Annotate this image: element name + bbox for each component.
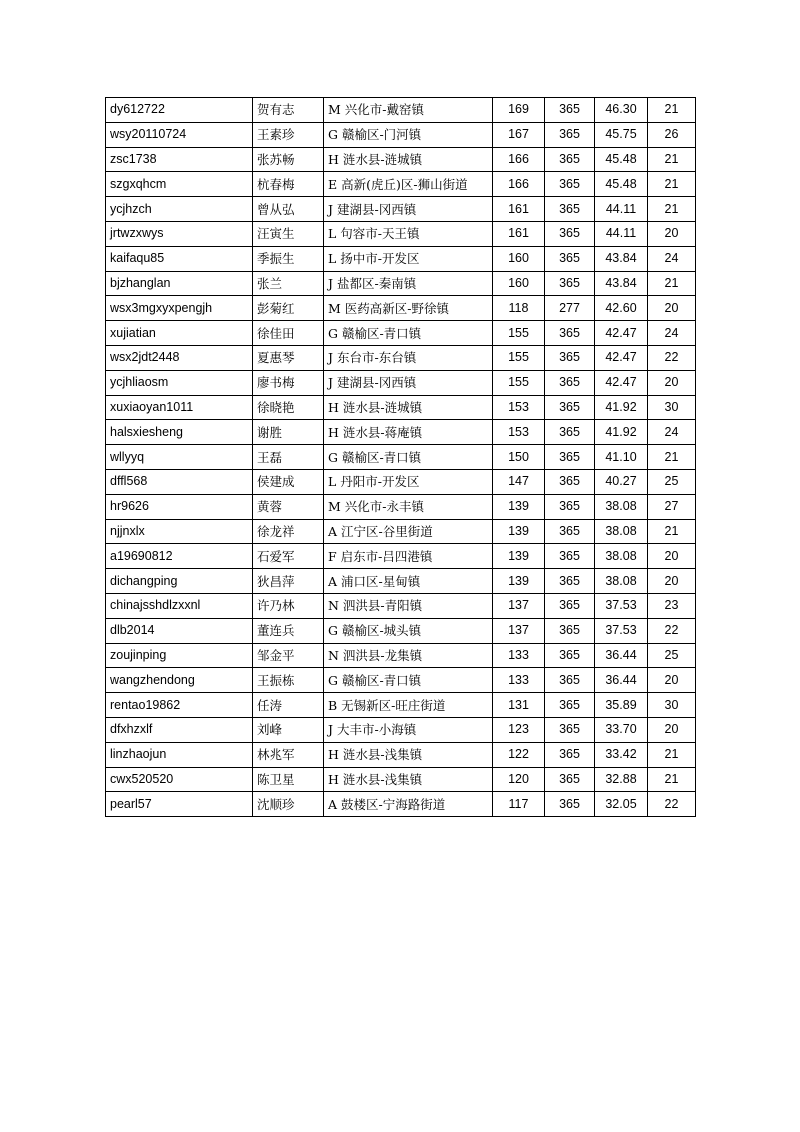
total-days-cell: 365 (545, 593, 595, 618)
table-body (106, 98, 696, 817)
value-cell: 22 (648, 618, 696, 643)
percentage-cell: 32.88 (595, 767, 648, 792)
person-name-cell: 侯建成 (253, 469, 324, 494)
person-name-cell: 徐晓艳 (253, 395, 324, 420)
count-cell: 122 (493, 742, 545, 767)
region-cell: N 泗洪县-青阳镇 (324, 593, 493, 618)
table-row (106, 197, 696, 222)
count-cell: 123 (493, 717, 545, 742)
person-name-cell: 陈卫星 (253, 767, 324, 792)
percentage-cell: 41.92 (595, 395, 648, 420)
count-cell: 153 (493, 420, 545, 445)
percentage-cell: 41.92 (595, 420, 648, 445)
person-name-cell: 季振生 (253, 246, 324, 271)
person-name-cell: 张苏畅 (253, 147, 324, 172)
count-cell: 153 (493, 395, 545, 420)
value-cell: 20 (648, 717, 696, 742)
region-cell: G 赣榆区-青口镇 (324, 445, 493, 470)
username-cell: dfxhzxlf (106, 717, 253, 742)
value-cell: 26 (648, 122, 696, 147)
total-days-cell: 365 (545, 717, 595, 742)
table-row (106, 668, 696, 693)
username-cell: bjzhanglan (106, 271, 253, 296)
username-cell: dffl568 (106, 469, 253, 494)
region-cell: L 丹阳市-开发区 (324, 469, 493, 494)
region-cell: A 江宁区-谷里街道 (324, 519, 493, 544)
total-days-cell: 365 (545, 544, 595, 569)
total-days-cell: 365 (545, 420, 595, 445)
region-cell: N 泗洪县-龙集镇 (324, 643, 493, 668)
count-cell: 137 (493, 618, 545, 643)
total-days-cell: 365 (545, 197, 595, 222)
person-name-cell: 石爱军 (253, 544, 324, 569)
value-cell: 30 (648, 395, 696, 420)
person-name-cell: 杭春梅 (253, 172, 324, 197)
percentage-cell: 38.08 (595, 569, 648, 594)
table-row (106, 420, 696, 445)
username-cell: szgxqhcm (106, 172, 253, 197)
count-cell: 160 (493, 246, 545, 271)
total-days-cell: 365 (545, 494, 595, 519)
region-cell: H 涟水县-浅集镇 (324, 767, 493, 792)
region-cell: J 盐都区-秦南镇 (324, 271, 493, 296)
region-cell: G 赣榆区-门河镇 (324, 122, 493, 147)
table-row (106, 792, 696, 817)
region-cell: G 赣榆区-城头镇 (324, 618, 493, 643)
person-name-cell: 刘峰 (253, 717, 324, 742)
table-row (106, 569, 696, 594)
username-cell: a19690812 (106, 544, 253, 569)
region-cell: A 浦口区-星甸镇 (324, 569, 493, 594)
table-row (106, 246, 696, 271)
username-cell: njjnxlx (106, 519, 253, 544)
region-cell: M 兴化市-戴窑镇 (324, 98, 493, 123)
person-name-cell: 廖书梅 (253, 370, 324, 395)
table-row (106, 593, 696, 618)
total-days-cell: 365 (545, 271, 595, 296)
value-cell: 20 (648, 569, 696, 594)
percentage-cell: 43.84 (595, 246, 648, 271)
value-cell: 20 (648, 370, 696, 395)
value-cell: 20 (648, 296, 696, 321)
username-cell: cwx520520 (106, 767, 253, 792)
count-cell: 117 (493, 792, 545, 817)
table-row (106, 147, 696, 172)
total-days-cell: 365 (545, 469, 595, 494)
count-cell: 139 (493, 494, 545, 519)
total-days-cell: 365 (545, 742, 595, 767)
person-name-cell: 沈顺珍 (253, 792, 324, 817)
count-cell: 147 (493, 469, 545, 494)
total-days-cell: 365 (545, 370, 595, 395)
username-cell: wangzhendong (106, 668, 253, 693)
region-cell: A 鼓楼区-宁海路街道 (324, 792, 493, 817)
person-name-cell: 董连兵 (253, 618, 324, 643)
table-row (106, 742, 696, 767)
percentage-cell: 38.08 (595, 519, 648, 544)
percentage-cell: 33.42 (595, 742, 648, 767)
username-cell: rentao19862 (106, 693, 253, 718)
value-cell: 30 (648, 693, 696, 718)
person-name-cell: 张兰 (253, 271, 324, 296)
value-cell: 21 (648, 147, 696, 172)
total-days-cell: 365 (545, 172, 595, 197)
count-cell: 155 (493, 345, 545, 370)
region-cell: G 赣榆区-青口镇 (324, 668, 493, 693)
percentage-cell: 45.48 (595, 147, 648, 172)
value-cell: 21 (648, 767, 696, 792)
table-row (106, 122, 696, 147)
username-cell: dy612722 (106, 98, 253, 123)
count-cell: 139 (493, 569, 545, 594)
total-days-cell: 365 (545, 569, 595, 594)
value-cell: 22 (648, 345, 696, 370)
percentage-cell: 44.11 (595, 221, 648, 246)
table-row (106, 717, 696, 742)
person-name-cell: 邹金平 (253, 643, 324, 668)
value-cell: 27 (648, 494, 696, 519)
table-row (106, 271, 696, 296)
value-cell: 21 (648, 519, 696, 544)
percentage-cell: 36.44 (595, 643, 648, 668)
person-name-cell: 徐龙祥 (253, 519, 324, 544)
region-cell: J 建湖县-冈西镇 (324, 370, 493, 395)
total-days-cell: 365 (545, 321, 595, 346)
region-cell: J 建湖县-冈西镇 (324, 197, 493, 222)
person-name-cell: 夏惠琴 (253, 345, 324, 370)
region-cell: H 涟水县-蒋庵镇 (324, 420, 493, 445)
table-row (106, 494, 696, 519)
total-days-cell: 365 (545, 345, 595, 370)
count-cell: 120 (493, 767, 545, 792)
percentage-cell: 42.47 (595, 345, 648, 370)
count-cell: 155 (493, 370, 545, 395)
region-cell: M 兴化市-永丰镇 (324, 494, 493, 519)
percentage-cell: 42.47 (595, 321, 648, 346)
table-row (106, 221, 696, 246)
person-name-cell: 许乃林 (253, 593, 324, 618)
region-cell: L 扬中市-开发区 (324, 246, 493, 271)
username-cell: xujiatian (106, 321, 253, 346)
value-cell: 23 (648, 593, 696, 618)
username-cell: xuxiaoyan1011 (106, 395, 253, 420)
percentage-cell: 37.53 (595, 618, 648, 643)
total-days-cell: 365 (545, 767, 595, 792)
count-cell: 150 (493, 445, 545, 470)
count-cell: 161 (493, 197, 545, 222)
region-cell: E 高新(虎丘)区-狮山街道 (324, 172, 493, 197)
percentage-cell: 38.08 (595, 544, 648, 569)
total-days-cell: 365 (545, 445, 595, 470)
value-cell: 21 (648, 445, 696, 470)
table-row (106, 395, 696, 420)
percentage-cell: 44.11 (595, 197, 648, 222)
table-row (106, 519, 696, 544)
count-cell: 166 (493, 147, 545, 172)
total-days-cell: 365 (545, 395, 595, 420)
count-cell: 131 (493, 693, 545, 718)
username-cell: wsx2jdt2448 (106, 345, 253, 370)
value-cell: 21 (648, 172, 696, 197)
total-days-cell: 365 (545, 618, 595, 643)
total-days-cell: 365 (545, 98, 595, 123)
username-cell: pearl57 (106, 792, 253, 817)
ranking-table (105, 97, 696, 817)
percentage-cell: 32.05 (595, 792, 648, 817)
table-row (106, 445, 696, 470)
count-cell: 155 (493, 321, 545, 346)
value-cell: 25 (648, 643, 696, 668)
username-cell: dichangping (106, 569, 253, 594)
count-cell: 169 (493, 98, 545, 123)
region-cell: G 赣榆区-青口镇 (324, 321, 493, 346)
person-name-cell: 谢胜 (253, 420, 324, 445)
count-cell: 139 (493, 519, 545, 544)
username-cell: ycjhliaosm (106, 370, 253, 395)
percentage-cell: 38.08 (595, 494, 648, 519)
percentage-cell: 40.27 (595, 469, 648, 494)
percentage-cell: 42.60 (595, 296, 648, 321)
table-row (106, 693, 696, 718)
total-days-cell: 365 (545, 221, 595, 246)
total-days-cell: 365 (545, 792, 595, 817)
table-row (106, 643, 696, 668)
value-cell: 24 (648, 420, 696, 445)
username-cell: linzhaojun (106, 742, 253, 767)
username-cell: ycjhzch (106, 197, 253, 222)
region-cell: H 涟水县-涟城镇 (324, 147, 493, 172)
total-days-cell: 365 (545, 519, 595, 544)
username-cell: zoujinping (106, 643, 253, 668)
username-cell: kaifaqu85 (106, 246, 253, 271)
table-row (106, 321, 696, 346)
table-row (106, 767, 696, 792)
person-name-cell: 王素珍 (253, 122, 324, 147)
percentage-cell: 43.84 (595, 271, 648, 296)
value-cell: 24 (648, 321, 696, 346)
value-cell: 21 (648, 742, 696, 767)
person-name-cell: 曾从弘 (253, 197, 324, 222)
value-cell: 22 (648, 792, 696, 817)
count-cell: 137 (493, 593, 545, 618)
region-cell: H 涟水县-涟城镇 (324, 395, 493, 420)
username-cell: hr9626 (106, 494, 253, 519)
person-name-cell: 彭菊红 (253, 296, 324, 321)
person-name-cell: 黄蓉 (253, 494, 324, 519)
region-cell: J 大丰市-小海镇 (324, 717, 493, 742)
count-cell: 167 (493, 122, 545, 147)
percentage-cell: 36.44 (595, 668, 648, 693)
username-cell: jrtwzxwys (106, 221, 253, 246)
region-cell: L 句容市-天王镇 (324, 221, 493, 246)
table-row (106, 469, 696, 494)
value-cell: 25 (648, 469, 696, 494)
username-cell: dlb2014 (106, 618, 253, 643)
count-cell: 133 (493, 668, 545, 693)
username-cell: wllyyq (106, 445, 253, 470)
username-cell: chinajsshdlzxxnl (106, 593, 253, 618)
percentage-cell: 35.89 (595, 693, 648, 718)
table-row (106, 618, 696, 643)
percentage-cell: 45.48 (595, 172, 648, 197)
table-row (106, 296, 696, 321)
person-name-cell: 徐佳田 (253, 321, 324, 346)
region-cell: H 涟水县-浅集镇 (324, 742, 493, 767)
value-cell: 24 (648, 246, 696, 271)
percentage-cell: 33.70 (595, 717, 648, 742)
count-cell: 118 (493, 296, 545, 321)
count-cell: 133 (493, 643, 545, 668)
person-name-cell: 狄昌萍 (253, 569, 324, 594)
percentage-cell: 42.47 (595, 370, 648, 395)
value-cell: 21 (648, 271, 696, 296)
total-days-cell: 277 (545, 296, 595, 321)
table-row (106, 172, 696, 197)
username-cell: zsc1738 (106, 147, 253, 172)
total-days-cell: 365 (545, 246, 595, 271)
region-cell: J 东台市-东台镇 (324, 345, 493, 370)
count-cell: 166 (493, 172, 545, 197)
value-cell: 20 (648, 544, 696, 569)
region-cell: B 无锡新区-旺庄街道 (324, 693, 493, 718)
total-days-cell: 365 (545, 668, 595, 693)
total-days-cell: 365 (545, 147, 595, 172)
total-days-cell: 365 (545, 643, 595, 668)
value-cell: 21 (648, 197, 696, 222)
person-name-cell: 王磊 (253, 445, 324, 470)
count-cell: 160 (493, 271, 545, 296)
value-cell: 20 (648, 668, 696, 693)
percentage-cell: 41.10 (595, 445, 648, 470)
region-cell: M 医药高新区-野徐镇 (324, 296, 493, 321)
person-name-cell: 林兆军 (253, 742, 324, 767)
percentage-cell: 45.75 (595, 122, 648, 147)
person-name-cell: 汪寅生 (253, 221, 324, 246)
table-row (106, 370, 696, 395)
total-days-cell: 365 (545, 122, 595, 147)
table-row (106, 345, 696, 370)
person-name-cell: 任涛 (253, 693, 324, 718)
total-days-cell: 365 (545, 693, 595, 718)
username-cell: halsxiesheng (106, 420, 253, 445)
table-row (106, 98, 696, 123)
percentage-cell: 37.53 (595, 593, 648, 618)
username-cell: wsy20110724 (106, 122, 253, 147)
count-cell: 161 (493, 221, 545, 246)
region-cell: F 启东市-吕四港镇 (324, 544, 493, 569)
value-cell: 20 (648, 221, 696, 246)
table-row (106, 544, 696, 569)
person-name-cell: 王振栋 (253, 668, 324, 693)
count-cell: 139 (493, 544, 545, 569)
value-cell: 21 (648, 98, 696, 123)
username-cell: wsx3mgxyxpengjh (106, 296, 253, 321)
percentage-cell: 46.30 (595, 98, 648, 123)
person-name-cell: 贺有志 (253, 98, 324, 123)
